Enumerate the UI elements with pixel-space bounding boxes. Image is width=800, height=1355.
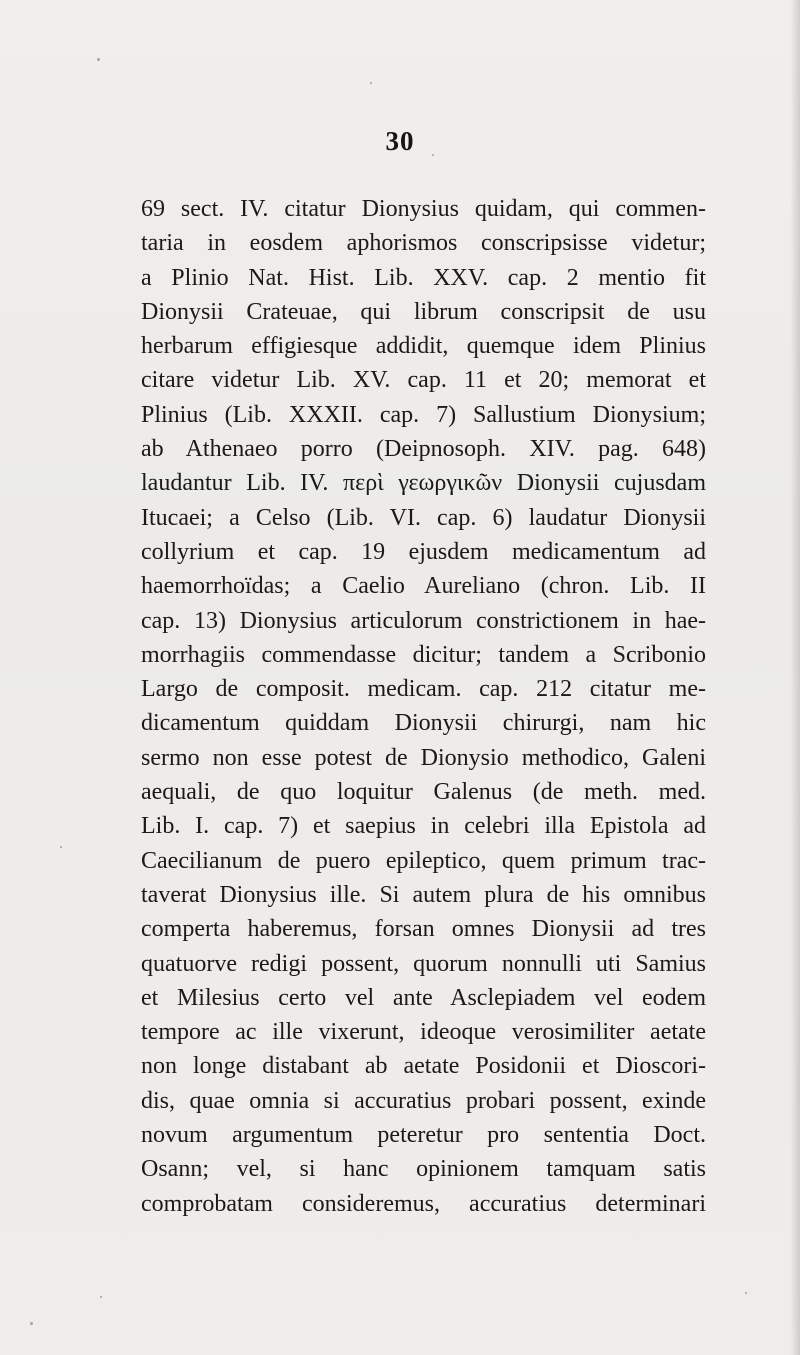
text-line: comperta haberemus, forsan omnes Dionysii ad tres <box>141 916 706 943</box>
paper-speck <box>100 1296 102 1298</box>
text-line: Largo de composit. medicam. cap. 212 citatur me- <box>141 676 706 703</box>
body-text <box>141 192 706 1221</box>
text-line: aequali, de quo loquitur Galenus (de meth. med. <box>141 779 706 806</box>
text-line: taria in eosdem aphorismos conscripsisse videtur; <box>141 230 706 257</box>
text-line: dicamentum quiddam Dionysii chirurgi, nam hic <box>141 710 706 737</box>
text-line: cap. 13) Dionysius articulorum constrictionem in hae- <box>141 607 706 634</box>
text-line: Osann; vel, si hanc opinionem tamquam satis <box>141 1156 706 1183</box>
text-line: Itucaei; a Celso (Lib. VI. cap. 6) laudatur Dionysii <box>141 504 706 531</box>
text-line: quatuorve redigi possent, quorum nonnulli uti Samius <box>141 950 706 977</box>
text-line: ab Athenaeo porro (Deipnosoph. XIV. pag. 648) <box>141 436 706 463</box>
text-line: laudantur Lib. IV. περὶ γεωργικῶν Dionysii cujusdam <box>141 470 706 497</box>
text-line: tempore ac ille vixerunt, ideoque verosimiliter aetate <box>141 1019 706 1046</box>
page-edge-shadow <box>790 0 800 1355</box>
text-line: a Plinio Nat. Hist. Lib. XXV. cap. 2 mentio fit <box>141 264 706 291</box>
paper-speck <box>432 154 434 156</box>
text-line: dis, quae omnia si accuratius probari possent, exinde <box>141 1087 706 1114</box>
paper-speck <box>370 82 372 84</box>
text-line: Dionysii Crateuae, qui librum conscripsit de usu <box>141 298 706 325</box>
text-line: 69 sect. IV. citatur Dionysius quidam, qui commen- <box>141 196 706 222</box>
text-line: citare videtur Lib. XV. cap. 11 et 20; memorat et <box>141 367 706 394</box>
paper-speck <box>60 846 62 848</box>
paper-speck <box>745 1292 747 1294</box>
text-line: comprobatam consideremus, accuratius determinari <box>141 1190 706 1217</box>
text-line: haemorrhoïdas; a Caelio Aureliano (chron. Lib. II <box>141 573 706 600</box>
text-line: collyrium et cap. 19 ejusdem medicamentum ad <box>141 538 706 565</box>
text-line: et Milesius certo vel ante Asclepiadem vel eodem <box>141 984 706 1011</box>
text-line: Caecilianum de puero epileptico, quem primum trac- <box>141 847 706 874</box>
paper-speck <box>30 1322 33 1325</box>
text-line: novum argumentum peteretur pro sententia Doct. <box>141 1122 706 1149</box>
text-line: morrhagiis commendasse dicitur; tandem a Scribonio <box>141 641 706 668</box>
paper-speck <box>97 58 100 61</box>
text-line: non longe distabant ab aetate Posidonii et Dioscori- <box>141 1053 706 1080</box>
page-number: 30 <box>385 126 415 156</box>
text-line: sermo non esse potest de Dionysio methodico, Galeni <box>141 744 706 771</box>
text-line: herbarum effigiesque addidit, quemque idem Plinius <box>141 333 706 360</box>
text-line: Plinius (Lib. XXXII. cap. 7) Sallustium Dionysium; <box>141 401 706 428</box>
text-line: Lib. I. cap. 7) et saepius in celebri illa Epistola ad <box>141 813 706 840</box>
text-line: taverat Dionysius ille. Si autem plura de his omnibus <box>141 881 706 908</box>
